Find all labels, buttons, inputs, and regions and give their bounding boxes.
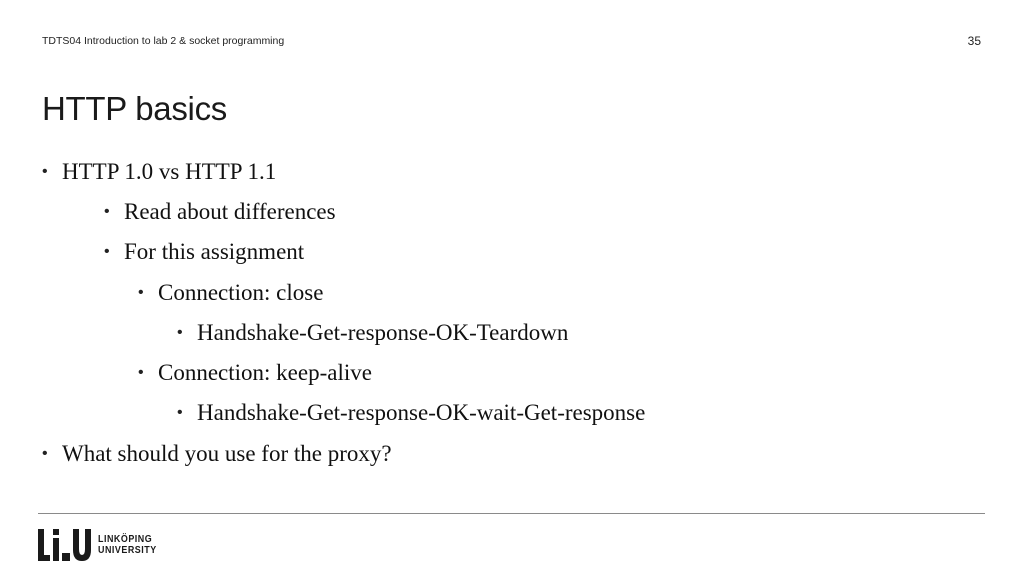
bullet-text: Handshake-Get-response-OK-wait-Get-response — [197, 400, 646, 425]
bullet-icon: • — [42, 163, 48, 180]
page-number: 35 — [967, 34, 981, 48]
bullet-icon: • — [177, 404, 183, 421]
bullet-icon: • — [42, 445, 48, 462]
bullet-item-this-assignment — [104, 237, 304, 267]
footer-divider — [38, 513, 985, 514]
bullet-item-read-differences — [104, 197, 336, 227]
bullet-text: What should you use for the proxy? — [62, 441, 392, 466]
bullet-icon: • — [104, 243, 110, 260]
bullet-item-connection-close — [138, 278, 323, 308]
bullet-icon: • — [138, 284, 144, 301]
course-header: TDTS04 Introduction to lab 2 & socket programming — [42, 35, 285, 47]
university-logo — [38, 529, 167, 561]
bullet-icon: • — [138, 364, 144, 381]
bullet-item-handshake-teardown — [177, 318, 568, 348]
logo-line-2: UNIVERSITY — [98, 544, 157, 556]
slide-title: HTTP basics — [42, 90, 227, 127]
logo-text — [98, 534, 157, 556]
bullet-text: Read about differences — [124, 199, 336, 224]
bullet-text: HTTP 1.0 vs HTTP 1.1 — [62, 159, 277, 184]
bullet-item-handshake-wait — [177, 398, 645, 428]
bullet-text: Connection: keep-alive — [158, 360, 372, 385]
bullet-item-proxy-question — [42, 439, 392, 469]
bullet-item-http-versions — [42, 157, 276, 187]
bullet-item-connection-keep-alive — [138, 358, 372, 388]
bullet-text: Connection: close — [158, 280, 324, 305]
bullet-text: For this assignment — [124, 239, 305, 264]
liu-logo-icon — [38, 529, 92, 561]
bullet-icon: • — [177, 324, 183, 341]
logo-line-1: LINKÖPING — [98, 533, 153, 545]
bullet-icon: • — [104, 203, 110, 220]
bullet-text: Handshake-Get-response-OK-Teardown — [197, 320, 569, 345]
